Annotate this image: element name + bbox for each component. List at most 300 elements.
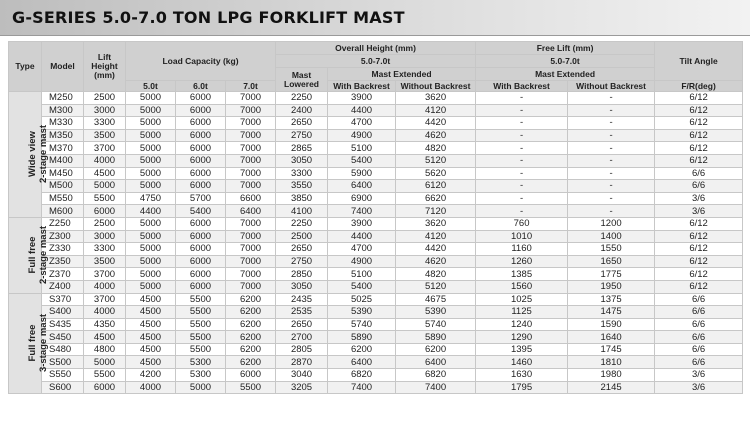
cell-with-backrest: 6900	[328, 192, 396, 205]
cell-mast-lowered: 3040	[276, 369, 328, 382]
cell-load-6t: 6000	[176, 142, 226, 155]
cell-tilt: 6/6	[655, 306, 743, 319]
cell-free-without-backrest: 1400	[568, 230, 655, 243]
cell-load-6t: 5500	[176, 318, 226, 331]
cell-mast-lowered: 2500	[276, 230, 328, 243]
header-load-6t: 6.0t	[176, 81, 226, 92]
table-row	[9, 92, 743, 105]
cell-load-6t: 5000	[176, 381, 226, 394]
cell-with-backrest: 4900	[328, 255, 396, 268]
cell-model: M250	[42, 92, 84, 105]
cell-load-5t: 5000	[126, 230, 176, 243]
cell-with-backrest: 6820	[328, 369, 396, 382]
cell-free-without-backrest: -	[568, 167, 655, 180]
cell-with-backrest: 5100	[328, 142, 396, 155]
cell-load-5t: 5000	[126, 104, 176, 117]
cell-load-6t: 6000	[176, 280, 226, 293]
cell-free-with-backrest: 1460	[476, 356, 568, 369]
cell-lift-height: 4000	[84, 306, 126, 319]
cell-free-with-backrest: -	[476, 154, 568, 167]
cell-lift-height: 3700	[84, 268, 126, 281]
header-tilt-unit: F/R(deg)	[655, 81, 743, 92]
cell-load-5t: 5000	[126, 180, 176, 193]
cell-model: Z300	[42, 230, 84, 243]
table-row	[9, 293, 743, 306]
cell-load-5t: 4500	[126, 331, 176, 344]
cell-lift-height: 3500	[84, 129, 126, 142]
cell-model: S450	[42, 331, 84, 344]
cell-model: S600	[42, 381, 84, 394]
cell-load-5t: 5000	[126, 217, 176, 230]
cell-load-5t: 4500	[126, 356, 176, 369]
cell-mast-lowered: 3300	[276, 167, 328, 180]
cell-tilt: 6/12	[655, 129, 743, 142]
cell-lift-height: 4500	[84, 331, 126, 344]
header-overall-range: 5.0-7.0t	[276, 55, 476, 68]
cell-model: M450	[42, 167, 84, 180]
cell-model: S480	[42, 343, 84, 356]
header-mast-extended: Mast Extended	[328, 68, 476, 81]
group-label-line: Full free	[27, 236, 39, 274]
cell-lift-height: 5500	[84, 192, 126, 205]
cell-free-with-backrest: 1240	[476, 318, 568, 331]
cell-lift-height: 2500	[84, 217, 126, 230]
header-free-without-backrest: Without Backrest	[568, 81, 655, 92]
cell-free-without-backrest: 1590	[568, 318, 655, 331]
cell-mast-lowered: 2750	[276, 129, 328, 142]
cell-free-with-backrest: 1630	[476, 369, 568, 382]
header-lift-height-line: (mm)	[94, 70, 115, 80]
table-row	[9, 217, 743, 230]
header-with-backrest: With Backrest	[328, 81, 396, 92]
cell-lift-height: 5500	[84, 369, 126, 382]
cell-model: S400	[42, 306, 84, 319]
cell-load-7t: 7000	[226, 104, 276, 117]
header-lift-height-line: Height	[91, 61, 118, 71]
cell-lift-height: 6000	[84, 205, 126, 218]
cell-without-backrest: 6200	[396, 343, 476, 356]
cell-tilt: 6/6	[655, 343, 743, 356]
cell-tilt: 3/6	[655, 369, 743, 382]
cell-load-5t: 4500	[126, 306, 176, 319]
cell-mast-lowered: 2400	[276, 104, 328, 117]
cell-free-without-backrest: 1775	[568, 268, 655, 281]
cell-load-5t: 5000	[126, 167, 176, 180]
table-row	[9, 180, 743, 193]
table-row	[9, 142, 743, 155]
cell-mast-lowered: 3205	[276, 381, 328, 394]
cell-tilt: 6/12	[655, 92, 743, 105]
table-row	[9, 205, 743, 218]
table-row	[9, 331, 743, 344]
cell-with-backrest: 6200	[328, 343, 396, 356]
cell-free-with-backrest: -	[476, 142, 568, 155]
cell-without-backrest: 4620	[396, 129, 476, 142]
cell-load-6t: 6000	[176, 243, 226, 256]
cell-lift-height: 4500	[84, 167, 126, 180]
cell-model: M300	[42, 104, 84, 117]
cell-load-6t: 5300	[176, 356, 226, 369]
cell-model: Z400	[42, 280, 84, 293]
cell-free-without-backrest: 1550	[568, 243, 655, 256]
cell-with-backrest: 5740	[328, 318, 396, 331]
header-mast-lowered-line: Lowered	[284, 78, 319, 89]
cell-load-7t: 7000	[226, 142, 276, 155]
cell-load-6t: 6000	[176, 180, 226, 193]
header-mast-lowered-line: Mast	[291, 69, 312, 80]
cell-load-6t: 5500	[176, 343, 226, 356]
cell-mast-lowered: 3850	[276, 192, 328, 205]
table-row	[9, 129, 743, 142]
table-row	[9, 306, 743, 319]
cell-free-without-backrest: -	[568, 142, 655, 155]
cell-free-without-backrest: 1810	[568, 356, 655, 369]
cell-load-7t: 7000	[226, 268, 276, 281]
cell-free-without-backrest: 1745	[568, 343, 655, 356]
cell-tilt: 6/6	[655, 180, 743, 193]
group-label-line: 2-stage mast	[38, 125, 50, 184]
cell-free-without-backrest: -	[568, 129, 655, 142]
cell-load-5t: 5000	[126, 129, 176, 142]
cell-model: Z370	[42, 268, 84, 281]
cell-load-7t: 6200	[226, 318, 276, 331]
group-label-line: Full free	[27, 324, 39, 362]
table-row	[9, 167, 743, 180]
mast-spec-table	[8, 41, 743, 394]
cell-mast-lowered: 3050	[276, 154, 328, 167]
group-label-line: Wide view	[27, 131, 39, 178]
header-lift-height-line: Lift	[97, 52, 112, 62]
cell-lift-height: 5000	[84, 356, 126, 369]
cell-without-backrest: 5120	[396, 280, 476, 293]
cell-model: M350	[42, 129, 84, 142]
cell-lift-height: 3500	[84, 255, 126, 268]
cell-free-with-backrest: -	[476, 205, 568, 218]
cell-with-backrest: 4400	[328, 104, 396, 117]
header-overall-height: Overall Height (mm)	[276, 42, 476, 55]
cell-free-with-backrest: 1260	[476, 255, 568, 268]
cell-load-5t: 5000	[126, 142, 176, 155]
cell-load-5t: 4500	[126, 293, 176, 306]
cell-load-6t: 5400	[176, 205, 226, 218]
cell-load-5t: 4200	[126, 369, 176, 382]
cell-model: S550	[42, 369, 84, 382]
cell-load-6t: 5300	[176, 369, 226, 382]
cell-free-with-backrest: 1025	[476, 293, 568, 306]
cell-without-backrest: 7120	[396, 205, 476, 218]
cell-free-without-backrest: 1950	[568, 280, 655, 293]
cell-free-with-backrest: -	[476, 92, 568, 105]
cell-load-6t: 6000	[176, 117, 226, 130]
cell-load-5t: 5000	[126, 255, 176, 268]
cell-with-backrest: 5025	[328, 293, 396, 306]
header-mast-lowered	[276, 68, 328, 92]
cell-free-without-backrest: 1375	[568, 293, 655, 306]
table-row	[9, 318, 743, 331]
cell-with-backrest: 6400	[328, 356, 396, 369]
cell-mast-lowered: 2250	[276, 92, 328, 105]
cell-tilt: 6/12	[655, 280, 743, 293]
cell-load-7t: 6400	[226, 205, 276, 218]
cell-load-6t: 5700	[176, 192, 226, 205]
cell-load-7t: 7000	[226, 217, 276, 230]
cell-lift-height: 3700	[84, 142, 126, 155]
cell-without-backrest: 4820	[396, 268, 476, 281]
group-label-line: 3-stage mast	[38, 314, 50, 373]
cell-lift-height: 4800	[84, 343, 126, 356]
cell-load-7t: 7000	[226, 255, 276, 268]
cell-tilt: 6/6	[655, 356, 743, 369]
cell-free-without-backrest: 1200	[568, 217, 655, 230]
header-free-with-backrest: With Backrest	[476, 81, 568, 92]
cell-mast-lowered: 2850	[276, 268, 328, 281]
cell-model: M550	[42, 192, 84, 205]
cell-tilt: 6/12	[655, 217, 743, 230]
cell-load-5t: 5000	[126, 117, 176, 130]
table-row	[9, 104, 743, 117]
cell-tilt: 6/12	[655, 104, 743, 117]
cell-load-6t: 5500	[176, 331, 226, 344]
cell-load-7t: 7000	[226, 167, 276, 180]
cell-with-backrest: 4900	[328, 129, 396, 142]
cell-without-backrest: 5120	[396, 154, 476, 167]
cell-lift-height: 3300	[84, 117, 126, 130]
header-load-7t: 7.0t	[226, 81, 276, 92]
title-bar	[0, 0, 750, 36]
cell-without-backrest: 6620	[396, 192, 476, 205]
cell-free-with-backrest: 1010	[476, 230, 568, 243]
cell-tilt: 6/12	[655, 255, 743, 268]
cell-lift-height: 4000	[84, 154, 126, 167]
table-row	[9, 192, 743, 205]
cell-without-backrest: 3620	[396, 92, 476, 105]
cell-mast-lowered: 3550	[276, 180, 328, 193]
cell-free-without-backrest: -	[568, 92, 655, 105]
cell-lift-height: 3300	[84, 243, 126, 256]
cell-without-backrest: 4620	[396, 255, 476, 268]
cell-without-backrest: 7400	[396, 381, 476, 394]
cell-without-backrest: 6820	[396, 369, 476, 382]
cell-with-backrest: 7400	[328, 205, 396, 218]
table-row	[9, 343, 743, 356]
table-row	[9, 255, 743, 268]
header-type: Type	[9, 42, 42, 92]
cell-lift-height: 4000	[84, 280, 126, 293]
cell-load-6t: 6000	[176, 167, 226, 180]
cell-with-backrest: 4400	[328, 230, 396, 243]
cell-without-backrest: 5390	[396, 306, 476, 319]
cell-free-without-backrest: -	[568, 192, 655, 205]
group-label-line: 2-stage mast	[38, 226, 50, 285]
header-free-mast-extended: Mast Extended	[476, 68, 655, 81]
cell-tilt: 6/12	[655, 268, 743, 281]
cell-model: Z330	[42, 243, 84, 256]
cell-with-backrest: 5390	[328, 306, 396, 319]
cell-free-without-backrest: 1475	[568, 306, 655, 319]
cell-load-5t: 4500	[126, 343, 176, 356]
header-free-lift: Free Lift (mm)	[476, 42, 655, 55]
page-title: G-SERIES 5.0-7.0 TON LPG FORKLIFT MAST	[12, 8, 405, 27]
cell-free-with-backrest: -	[476, 180, 568, 193]
cell-load-5t: 4000	[126, 381, 176, 394]
cell-load-6t: 6000	[176, 268, 226, 281]
cell-mast-lowered: 2650	[276, 318, 328, 331]
cell-tilt: 6/6	[655, 293, 743, 306]
cell-lift-height: 6000	[84, 381, 126, 394]
cell-load-7t: 7000	[226, 180, 276, 193]
cell-load-5t: 5000	[126, 243, 176, 256]
cell-load-6t: 5500	[176, 306, 226, 319]
cell-mast-lowered: 2700	[276, 331, 328, 344]
cell-tilt: 6/12	[655, 154, 743, 167]
cell-model: M330	[42, 117, 84, 130]
cell-load-7t: 6200	[226, 356, 276, 369]
cell-model: Z250	[42, 217, 84, 230]
cell-tilt: 6/6	[655, 167, 743, 180]
table-row	[9, 381, 743, 394]
cell-free-without-backrest: -	[568, 154, 655, 167]
cell-without-backrest: 4820	[396, 142, 476, 155]
cell-free-with-backrest: 1560	[476, 280, 568, 293]
table-row	[9, 369, 743, 382]
cell-free-with-backrest: 760	[476, 217, 568, 230]
cell-free-with-backrest: 1125	[476, 306, 568, 319]
cell-mast-lowered: 2535	[276, 306, 328, 319]
cell-mast-lowered: 3050	[276, 280, 328, 293]
cell-free-without-backrest: 2145	[568, 381, 655, 394]
cell-with-backrest: 7400	[328, 381, 396, 394]
cell-load-7t: 6200	[226, 331, 276, 344]
cell-tilt: 3/6	[655, 192, 743, 205]
cell-tilt: 6/6	[655, 331, 743, 344]
cell-free-with-backrest: -	[476, 167, 568, 180]
group-label-text	[27, 226, 49, 284]
table-row	[9, 154, 743, 167]
cell-load-5t: 5000	[126, 280, 176, 293]
cell-load-6t: 5500	[176, 293, 226, 306]
cell-without-backrest: 5890	[396, 331, 476, 344]
cell-load-5t: 4750	[126, 192, 176, 205]
cell-with-backrest: 6400	[328, 180, 396, 193]
cell-without-backrest: 4420	[396, 117, 476, 130]
cell-tilt: 6/6	[655, 318, 743, 331]
group-label	[9, 217, 50, 293]
cell-lift-height: 4350	[84, 318, 126, 331]
cell-without-backrest: 5740	[396, 318, 476, 331]
cell-without-backrest: 4420	[396, 243, 476, 256]
cell-lift-height: 3000	[84, 104, 126, 117]
cell-with-backrest: 4700	[328, 117, 396, 130]
cell-load-7t: 6000	[226, 369, 276, 382]
cell-with-backrest: 5400	[328, 280, 396, 293]
cell-without-backrest: 4120	[396, 104, 476, 117]
header-without-backrest: Without Backrest	[396, 81, 476, 92]
cell-model: S500	[42, 356, 84, 369]
cell-model: M600	[42, 205, 84, 218]
cell-load-7t: 7000	[226, 243, 276, 256]
cell-mast-lowered: 2750	[276, 255, 328, 268]
cell-lift-height: 2500	[84, 92, 126, 105]
table-row	[9, 280, 743, 293]
group-label-text	[27, 314, 49, 372]
group-label	[9, 293, 50, 394]
cell-model: M400	[42, 154, 84, 167]
cell-free-with-backrest: 1160	[476, 243, 568, 256]
cell-with-backrest: 3900	[328, 217, 396, 230]
cell-load-7t: 7000	[226, 117, 276, 130]
cell-free-with-backrest: 1395	[476, 343, 568, 356]
cell-tilt: 6/12	[655, 117, 743, 130]
cell-free-with-backrest: -	[476, 129, 568, 142]
cell-free-without-backrest: -	[568, 104, 655, 117]
cell-model: S370	[42, 293, 84, 306]
cell-load-7t: 7000	[226, 154, 276, 167]
cell-mast-lowered: 2805	[276, 343, 328, 356]
cell-load-7t: 6200	[226, 306, 276, 319]
cell-tilt: 6/12	[655, 142, 743, 155]
cell-load-7t: 6200	[226, 343, 276, 356]
cell-free-with-backrest: 1795	[476, 381, 568, 394]
cell-without-backrest: 4675	[396, 293, 476, 306]
header-load-5t: 5.0t	[126, 81, 176, 92]
cell-tilt: 3/6	[655, 205, 743, 218]
cell-load-6t: 6000	[176, 230, 226, 243]
cell-free-without-backrest: -	[568, 205, 655, 218]
cell-free-with-backrest: -	[476, 104, 568, 117]
cell-load-7t: 6600	[226, 192, 276, 205]
cell-lift-height: 5000	[84, 180, 126, 193]
cell-with-backrest: 3900	[328, 92, 396, 105]
cell-with-backrest: 5100	[328, 268, 396, 281]
group-label-text	[27, 125, 49, 183]
cell-model: M370	[42, 142, 84, 155]
cell-load-7t: 7000	[226, 92, 276, 105]
table-row	[9, 230, 743, 243]
cell-without-backrest: 3620	[396, 217, 476, 230]
cell-mast-lowered: 2435	[276, 293, 328, 306]
table-row	[9, 356, 743, 369]
cell-free-without-backrest: -	[568, 180, 655, 193]
cell-mast-lowered: 4100	[276, 205, 328, 218]
cell-lift-height: 3700	[84, 293, 126, 306]
cell-load-5t: 5000	[126, 92, 176, 105]
cell-tilt: 6/12	[655, 230, 743, 243]
cell-mast-lowered: 2865	[276, 142, 328, 155]
cell-load-6t: 6000	[176, 92, 226, 105]
cell-load-7t: 7000	[226, 129, 276, 142]
cell-load-7t: 5500	[226, 381, 276, 394]
cell-free-without-backrest: -	[568, 117, 655, 130]
cell-free-with-backrest: -	[476, 192, 568, 205]
cell-model: Z350	[42, 255, 84, 268]
header-lift-height	[84, 42, 126, 92]
cell-load-6t: 6000	[176, 217, 226, 230]
cell-load-7t: 6200	[226, 293, 276, 306]
cell-with-backrest: 5900	[328, 167, 396, 180]
cell-load-6t: 6000	[176, 154, 226, 167]
cell-free-with-backrest: -	[476, 117, 568, 130]
cell-free-with-backrest: 1290	[476, 331, 568, 344]
cell-load-6t: 6000	[176, 129, 226, 142]
cell-load-5t: 5000	[126, 268, 176, 281]
header-load-capacity: Load Capacity (kg)	[126, 42, 276, 81]
header-model: Model	[42, 42, 84, 92]
group-label	[9, 92, 50, 218]
cell-without-backrest: 6400	[396, 356, 476, 369]
cell-tilt: 6/12	[655, 243, 743, 256]
cell-tilt: 3/6	[655, 381, 743, 394]
cell-free-without-backrest: 1980	[568, 369, 655, 382]
